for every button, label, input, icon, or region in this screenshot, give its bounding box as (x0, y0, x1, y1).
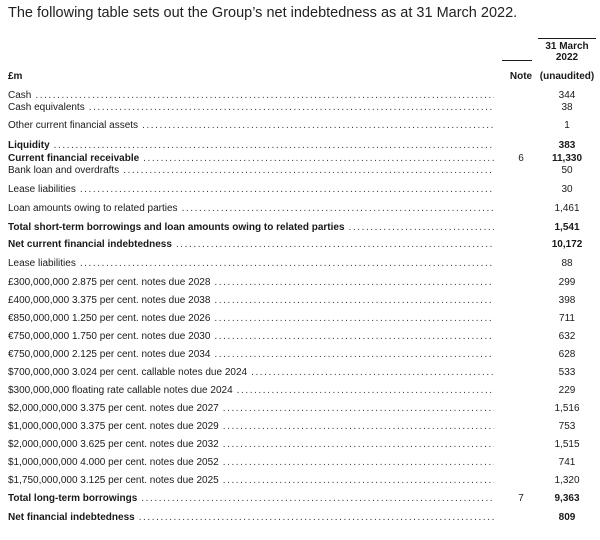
table-row (8, 119, 596, 133)
row-value: 10,172 (551, 239, 583, 250)
row-label: $1,000,000,000 3.375 per cent. notes due 2029 (8, 421, 219, 432)
row-value: 1,516 (554, 403, 580, 414)
row-value: 1,515 (554, 439, 580, 450)
row-label: Net financial indebtedness (8, 512, 135, 523)
table-row (8, 456, 596, 470)
row-label: Loan amounts owing to related parties (8, 203, 178, 214)
date-header-rule (538, 38, 596, 39)
row-value: 229 (558, 385, 576, 396)
row-value: 9,363 (554, 493, 580, 504)
table-row (8, 238, 596, 252)
row-value: 1,461 (554, 203, 580, 214)
table-row (8, 164, 596, 178)
row-label: Current financial receivable (8, 153, 140, 164)
row-value: 1,320 (554, 475, 580, 486)
unit-header: £m (8, 71, 23, 82)
table-row (8, 276, 596, 290)
row-value: 11,330 (551, 153, 583, 164)
row-label: Total long-term borrowings (8, 493, 138, 504)
row-value: 50 (561, 165, 573, 176)
table-row (8, 312, 596, 326)
row-label: Net current financial indebtedness (8, 239, 172, 250)
row-value: 1,541 (554, 222, 580, 233)
row-value: 299 (558, 277, 576, 288)
table-row (8, 420, 596, 434)
row-value: 711 (559, 313, 575, 324)
table-row (8, 511, 596, 525)
table-row (8, 384, 596, 398)
unaudited-header: (unaudited) (539, 71, 595, 82)
table-row (8, 348, 596, 362)
row-label: $2,000,000,000 3.375 per cent. notes due 2027 (8, 403, 219, 414)
row-label: €850,000,000 1.250 per cent. notes due 2026 (8, 313, 211, 324)
table-row (8, 402, 596, 416)
table-row (8, 492, 596, 506)
row-label: Total short-term borrowings and loan amounts owing to related parties (8, 222, 345, 233)
row-value: 533 (558, 367, 576, 378)
row-label: $1,000,000,000 4.000 per cent. notes due 2052 (8, 457, 219, 468)
row-value: 1 (564, 120, 570, 131)
row-value: 344 (558, 90, 576, 101)
row-label: €750,000,000 1.750 per cent. notes due 2030 (8, 331, 211, 342)
table-row (8, 294, 596, 308)
table-row (8, 330, 596, 344)
row-label: Other current financial assets (8, 120, 139, 131)
row-note: 6 (518, 153, 524, 164)
intro-text: The following table sets out the Group’s net indebtedness as at 31 March 2022. (8, 5, 518, 21)
table-row (8, 101, 596, 115)
row-value: 753 (558, 421, 576, 432)
table-row (8, 474, 596, 488)
row-label: Cash equivalents (8, 102, 85, 113)
row-label: $1,750,000,000 3.125 per cent. notes due 2025 (8, 475, 219, 486)
row-label: £300,000,000 2.875 per cent. notes due 2028 (8, 277, 211, 288)
table-row (8, 202, 596, 216)
table-row (8, 139, 596, 153)
row-value: 30 (561, 184, 573, 195)
date-header-line1: 31 March (545, 41, 589, 52)
table-row (8, 221, 596, 235)
row-label: $300,000,000 floating rate callable notes due 2024 (8, 385, 233, 396)
row-value: 628 (558, 349, 576, 360)
table-row (8, 183, 596, 197)
table-row (8, 257, 596, 271)
row-label: Lease liabilities (8, 184, 76, 195)
row-value: 38 (561, 102, 573, 113)
row-label: Lease liabilities (8, 258, 76, 269)
row-label: Cash (8, 90, 32, 101)
row-label: Liquidity (8, 140, 50, 151)
row-label: £400,000,000 3.375 per cent. notes due 2038 (8, 295, 211, 306)
row-label: $2,000,000,000 3.625 per cent. notes due 2032 (8, 439, 219, 450)
row-value: 809 (558, 512, 576, 523)
row-value: 632 (558, 331, 576, 342)
row-label: €750,000,000 2.125 per cent. notes due 2034 (8, 349, 211, 360)
row-value: 398 (558, 295, 576, 306)
row-label: $700,000,000 3.024 per cent. callable notes due 2024 (8, 367, 248, 378)
date-column-header (538, 38, 596, 63)
row-value: 88 (561, 258, 573, 269)
row-note: 7 (518, 493, 524, 504)
row-label: Bank loan and overdrafts (8, 165, 120, 176)
date-header-line2: 2022 (555, 52, 579, 63)
table-header-row (8, 70, 596, 84)
row-value: 741 (558, 457, 576, 468)
note-header: Note (509, 71, 533, 82)
note-header-rule (502, 60, 532, 61)
table-row (8, 438, 596, 452)
row-value: 383 (558, 140, 576, 151)
table-row (8, 366, 596, 380)
